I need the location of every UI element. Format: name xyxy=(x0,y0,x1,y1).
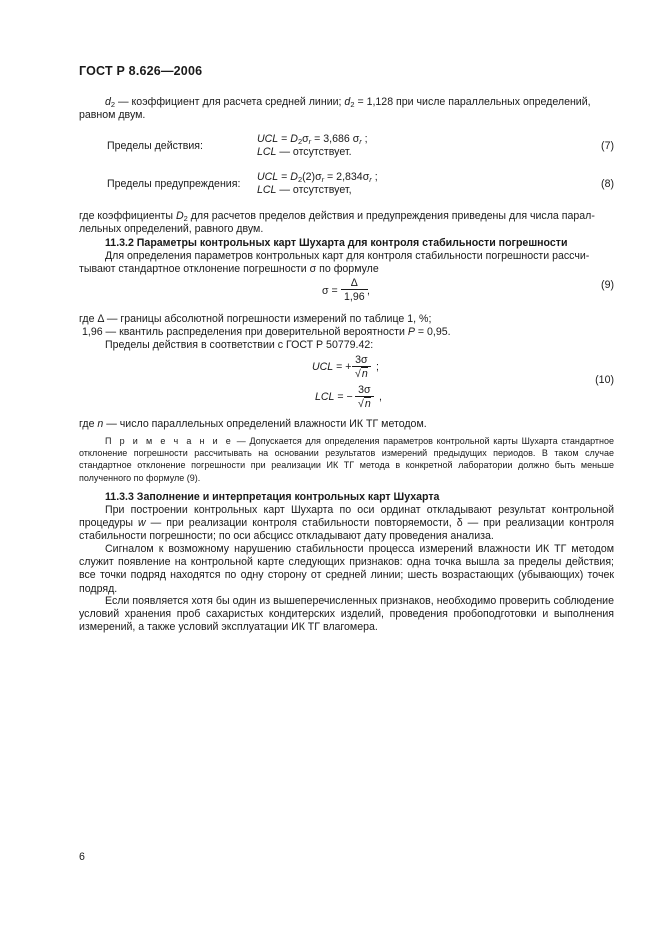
ucl-symbol: UCL xyxy=(257,133,279,145)
page-number: 6 xyxy=(79,851,85,863)
text: = 2,834 xyxy=(324,171,363,183)
text: тывают стандартное отклонение погрешности xyxy=(79,263,310,275)
lcl-symbol: LCL xyxy=(257,146,277,158)
eq10-lcl-lhs xyxy=(315,391,353,404)
symbol-d: d xyxy=(105,96,111,108)
eq9-tail: , xyxy=(367,285,370,297)
text: = 1,128 при числе параллельных определений, xyxy=(354,96,591,108)
page-header: ГОСТ Р 8.626—2006 xyxy=(79,64,203,78)
text: ; xyxy=(361,133,368,145)
text: где коэффициенты xyxy=(79,210,176,222)
eq9-lhs: σ = xyxy=(322,285,338,297)
fraction-denominator: √n xyxy=(355,396,374,410)
section-heading-11-3-2: 11.3.2 Параметры контрольных карт Шухарта для контроля стабильности погрешности xyxy=(105,237,568,249)
text: по формуле xyxy=(316,263,379,275)
sigma-symbol: σ xyxy=(362,171,370,183)
eq10-ucl-lhs xyxy=(312,361,351,374)
text: — границы абсолютной погрешности измерений по таблице 1, %; xyxy=(103,313,432,325)
symbol-D: D xyxy=(175,210,184,222)
eq7-label: Пределы действия: xyxy=(107,140,203,152)
text: = + xyxy=(333,361,352,373)
coefficient-text xyxy=(79,210,619,223)
eq8-label: Пределы предупреждения: xyxy=(107,178,241,190)
subscript: 2 xyxy=(110,100,116,109)
text: = xyxy=(278,133,291,145)
subscript: r xyxy=(359,137,362,146)
symbol-D: D xyxy=(290,171,298,183)
symbol-n: n xyxy=(361,368,368,380)
equation-number-9: (9) xyxy=(601,279,614,291)
section-11-3-3-para1 xyxy=(79,504,614,544)
ucl-symbol: UCL xyxy=(257,171,279,183)
symbol-d: d xyxy=(344,96,351,108)
text: = xyxy=(278,171,291,183)
text: где xyxy=(79,313,98,325)
text: = − xyxy=(334,391,353,403)
symbol-P: P xyxy=(407,326,415,338)
sigma-symbol: σ xyxy=(315,171,322,183)
text: ; xyxy=(371,171,378,183)
text: = 0,95. xyxy=(414,326,451,338)
subscript: 2 xyxy=(183,214,188,223)
sigma-symbol: σ xyxy=(302,133,309,145)
symbol-D: D xyxy=(290,133,298,145)
equation-number-8: (8) xyxy=(601,178,614,190)
ucl-symbol: UCL xyxy=(312,361,334,373)
d2-definition-cont: равном двум. xyxy=(79,109,146,121)
text: = 3,686 xyxy=(311,133,353,145)
equation-number-7: (7) xyxy=(601,140,614,152)
sigma-symbol: σ xyxy=(352,133,360,145)
eq10-lcl-fraction xyxy=(355,384,374,410)
eq8-lcl xyxy=(257,184,352,197)
section-11-3-3-para3: Если появляется хотя бы один из вышеперечисленных признаков, необходимо проверить соблюдение условий хранения проб сахаристых кондитерских изделий, проведения пробоподготовки и выполнения измерений, а также условий эксплуатации ИК ТГ влагомера. xyxy=(79,595,614,634)
text: — отсутствует. xyxy=(276,146,352,158)
section-11-3-3-para2: Сигналом к возможному нарушению стабильности процесса измерений влажности ИК ТГ методом служит появление на контрольной карте следующих признаков: одна точка вышла за пределы действия; все точки подряд находятся по одну сторону от средней линии; шесть возрастающих (убывающих) точек подряд. xyxy=(79,543,614,595)
subscript: r xyxy=(321,175,325,184)
text: — при реализации контроля стабильности повторяемости, xyxy=(145,517,457,530)
subscript: r xyxy=(369,175,372,184)
section-heading-11-3-3: 11.3.3 Заполнение и интерпретация контрольных карт Шухарта xyxy=(105,491,440,503)
action-limits-intro: Пределы действия в соответствии с ГОСТ Р 50779.42: xyxy=(105,339,374,351)
text: — отсутствует, xyxy=(276,184,352,196)
fraction-numerator: Δ xyxy=(350,277,358,289)
symbol-n: n xyxy=(364,398,371,410)
where-n-line xyxy=(79,418,427,431)
text: 1,96 — квантиль распределения при доверительной вероятности xyxy=(82,326,408,338)
eq7-ucl xyxy=(257,133,368,146)
subscript: 2 xyxy=(297,175,303,184)
note-label: П р и м е ч а н и е xyxy=(105,436,234,446)
fraction-numerator: 3σ xyxy=(355,354,368,366)
eq10-lcl-tail: , xyxy=(379,391,382,403)
text: — коэффициент для расчета средней линии; xyxy=(115,96,345,108)
section-11-3-2-para-line2 xyxy=(79,263,379,276)
subscript: r xyxy=(308,137,312,146)
where-delta-line xyxy=(79,313,431,326)
eq10-ucl-fraction xyxy=(352,354,371,380)
text: (2) xyxy=(302,171,316,183)
where-quantile-line xyxy=(82,326,451,339)
note-block xyxy=(79,435,614,484)
fraction-denominator: 1,96 xyxy=(341,289,368,303)
text: где xyxy=(79,418,98,430)
delta-symbol: δ xyxy=(456,517,463,530)
subscript: 2 xyxy=(297,137,303,146)
equation-number-10: (10) xyxy=(595,374,614,386)
coefficient-text-cont: лельных определений, равного двум. xyxy=(79,223,264,235)
text: — число параллельных определений влажности ИК ТГ методом. xyxy=(103,418,427,430)
lcl-symbol: LCL xyxy=(315,391,335,403)
fraction-denominator: √n xyxy=(352,366,371,380)
symbol-w: w xyxy=(138,517,146,530)
text: При построении контрольных карт Шухарта по оси ординат откладывают результат контрольной процедуры xyxy=(79,504,614,530)
note-text: — Допускается для определения параметров контрольной карты Шухарта стандартное отклонение погрешности рассчитывать на основании результатов измерений предыдущих периодов. В таком случае стандартное отклонение погрешности при реализации ИК ТГ метода в конкретной лаборатории должно быть меньше полученного по формуле (9). xyxy=(79,436,615,483)
section-11-3-2-para-line1: Для определения параметров контрольных карт для контроля стабильности погрешности рассчи- xyxy=(105,250,590,262)
eq7-lcl xyxy=(257,146,352,159)
eq10-ucl-tail: ; xyxy=(376,361,379,373)
delta-symbol: Δ xyxy=(97,313,104,325)
symbol-n: n xyxy=(97,418,104,430)
fraction-numerator: 3σ xyxy=(358,384,371,396)
eq8-ucl xyxy=(257,171,378,184)
eq9-fraction xyxy=(341,277,368,303)
d2-definition xyxy=(105,96,615,109)
text: — при реализации контроля стабильности погрешности; по оси абсцисс откладывают дату проведения анализа. xyxy=(79,517,614,543)
subscript: 2 xyxy=(350,100,355,109)
text: для расчетов пределов действия и предупреждения приведены для числа парал- xyxy=(187,210,595,222)
lcl-symbol: LCL xyxy=(257,184,277,196)
sigma-symbol: σ xyxy=(309,263,317,275)
